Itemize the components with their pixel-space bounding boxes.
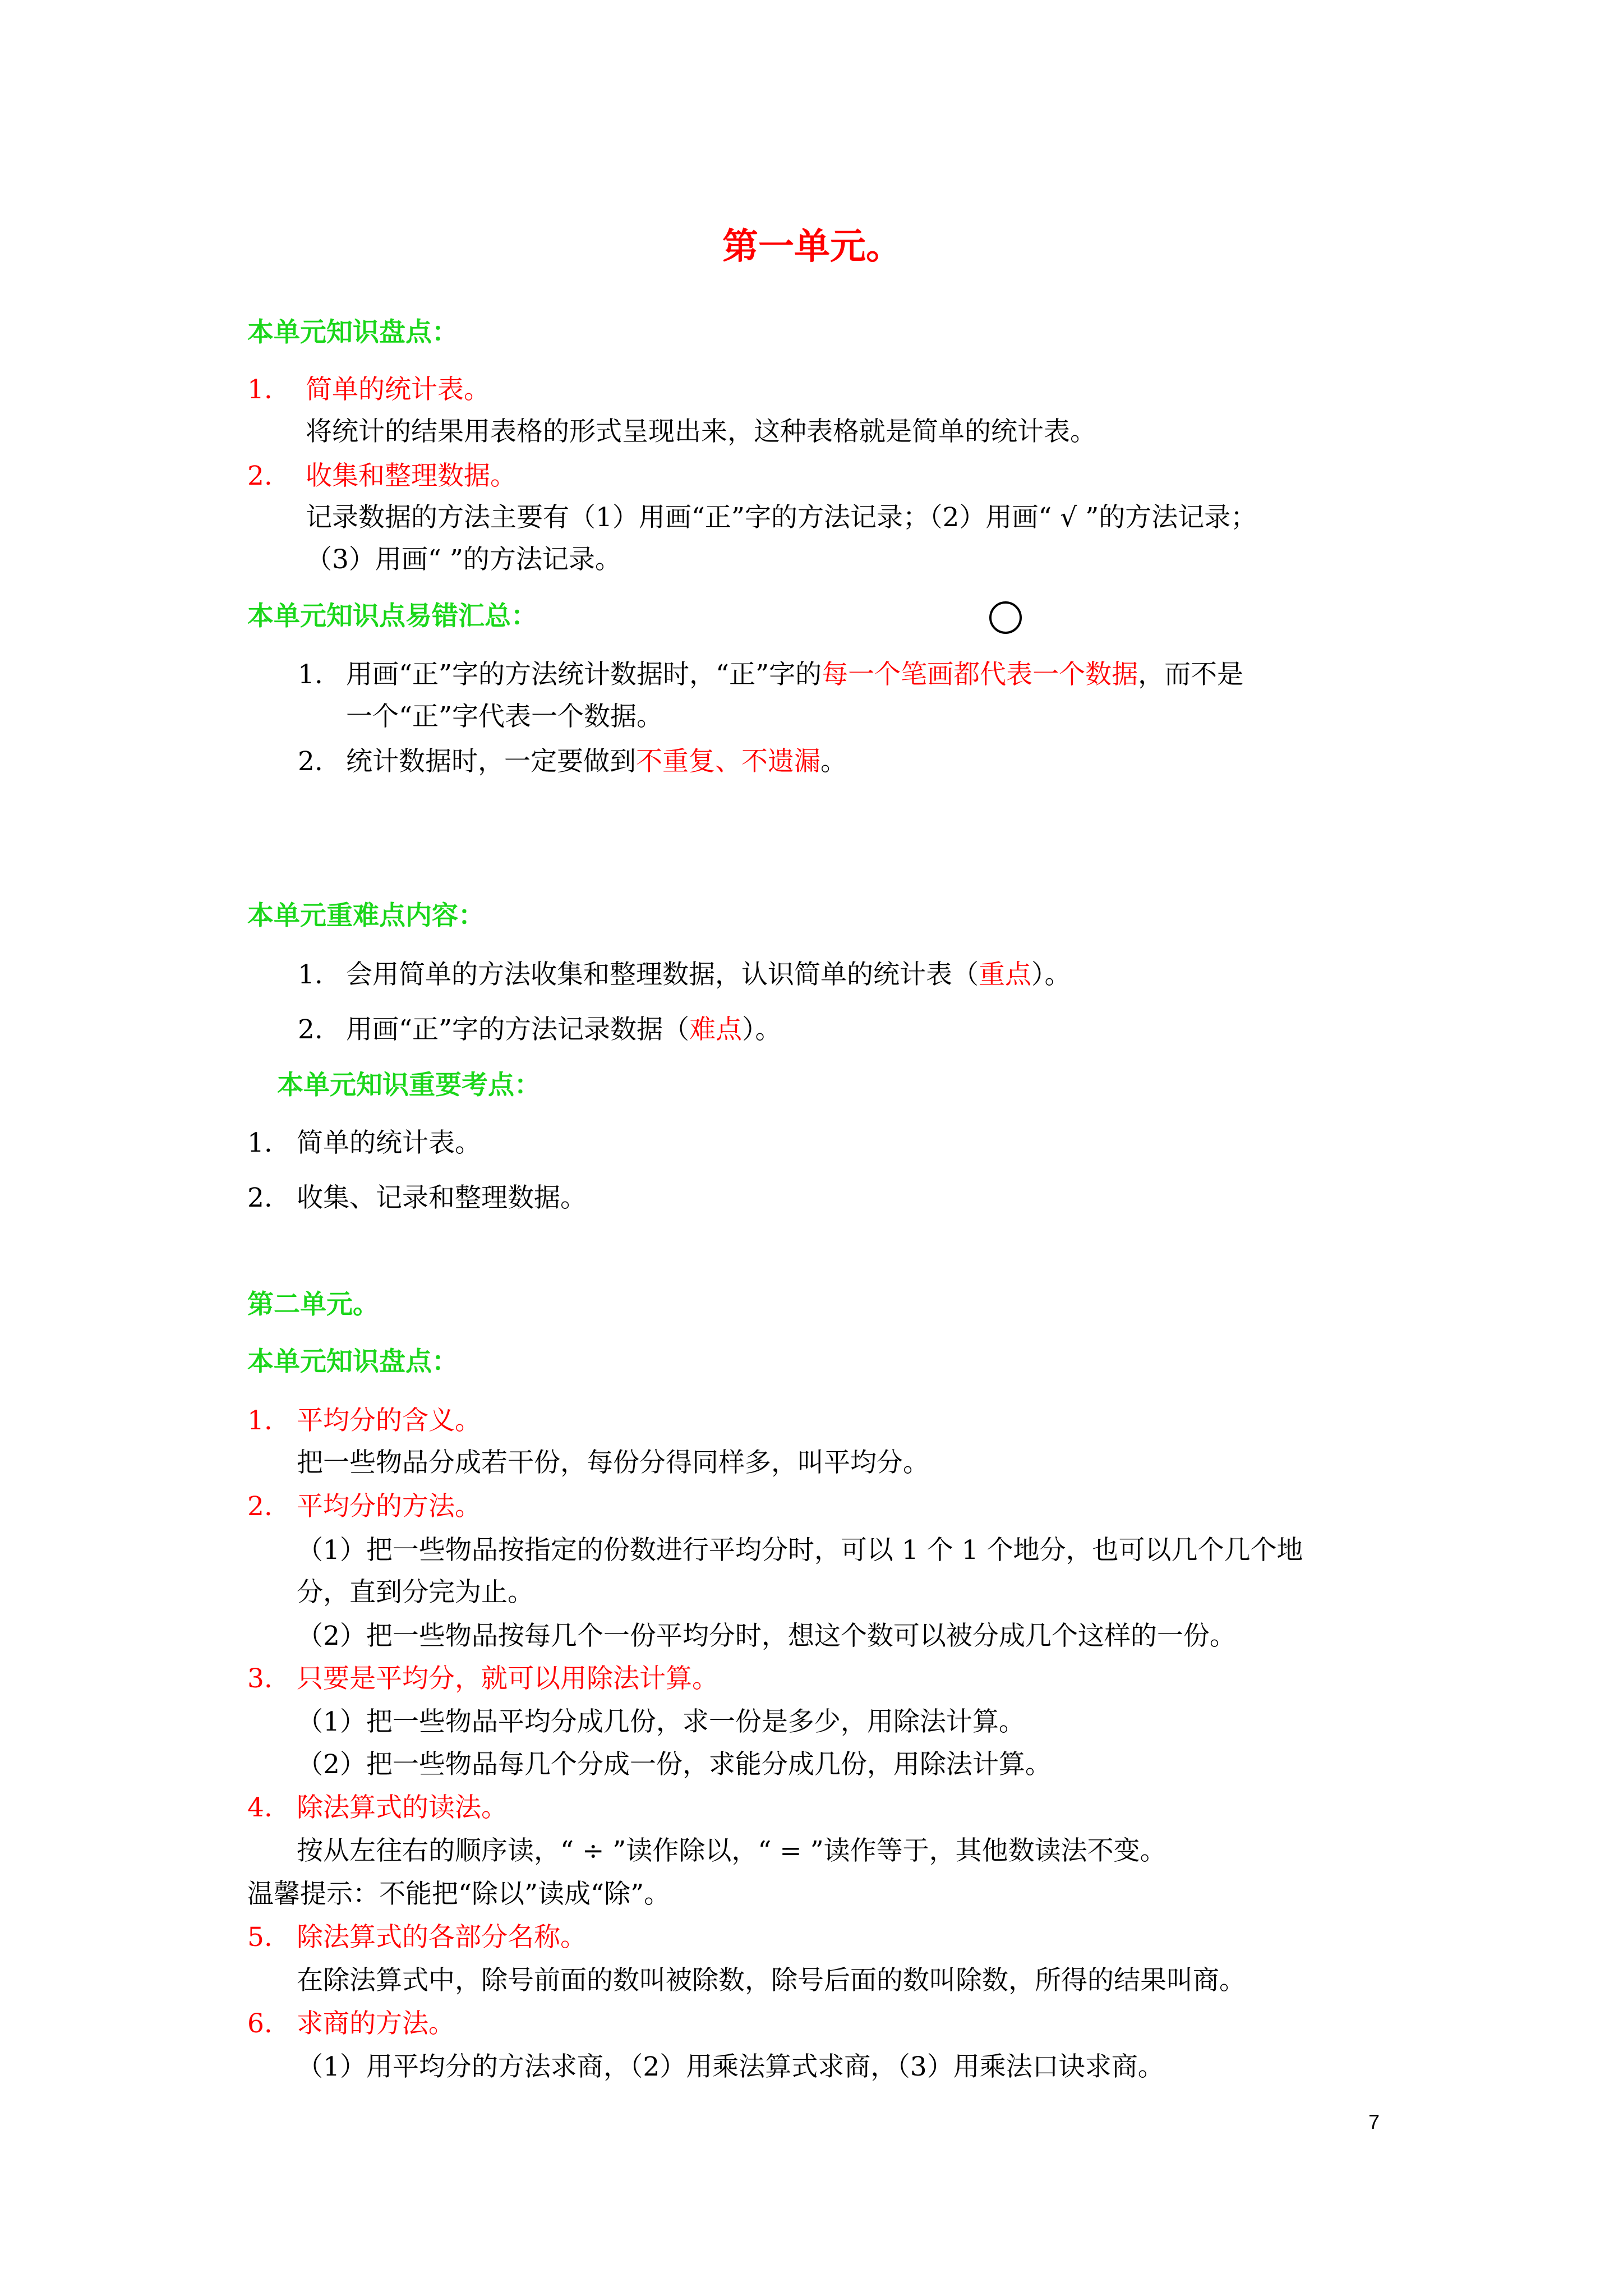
unit2-item-6-body: （1）用平均分的方法求商，（2）用乘法算式求商，（3）用乘法口诀求商。 — [297, 2051, 1164, 2082]
unit2-tip: 温馨提示：不能把“除以”读成“除”。 — [247, 1879, 671, 1910]
unit1-item-1-title — [247, 371, 490, 408]
unit1-inventory-heading: 本单元知识盘点： — [247, 317, 458, 348]
unit2-inventory-heading: 本单元知识盘点： — [247, 1346, 458, 1377]
item-number: 2. — [247, 1491, 273, 1522]
exam-text: 简单的统计表。 — [297, 1128, 481, 1158]
item-label: 平均分的方法。 — [297, 1491, 481, 1522]
key-text-b: ）。 — [742, 1014, 782, 1045]
unit2-item-4-title — [247, 1789, 508, 1826]
item-number: 1. — [298, 959, 323, 990]
item-number: 6. — [247, 2008, 273, 2039]
unit2-item-2-body-line-3: （2）把一些物品按每几个一份平均分时，想这个数可以被分成几个这样的一份。 — [297, 1621, 1236, 1651]
item-number: 5. — [247, 1922, 273, 1953]
error-text-b: 。 — [820, 746, 847, 777]
key-text-b: ）。 — [1031, 959, 1071, 990]
item-label: 除法算式的读法。 — [297, 1792, 508, 1823]
unit1-item-2-body-line-2: （3）用画“ ”的方法记录。 — [306, 544, 621, 575]
item-number: 1. — [298, 659, 323, 690]
item-label: 简单的统计表。 — [306, 374, 490, 405]
key-text-a: 会用简单的方法收集和整理数据，认识简单的统计表（ — [346, 959, 979, 990]
unit1-key-heading: 本单元重难点内容： — [247, 900, 485, 931]
unit1-exam-point-1 — [247, 1125, 481, 1162]
unit2-item-5-title — [247, 1919, 587, 1956]
exam-text: 收集、记录和整理数据。 — [297, 1182, 587, 1213]
item-number: 2. — [247, 461, 273, 491]
item-number: 2. — [298, 746, 323, 777]
unit1-item-1-body: 将统计的结果用表格的形式呈现出来，这种表格就是简单的统计表。 — [306, 416, 1096, 447]
unit1-key-point-2 — [298, 1011, 782, 1048]
unit2-item-5-body: 在除法算式中，除号前面的数叫被除数，除号后面的数叫除数，所得的结果叫商。 — [297, 1965, 1246, 1996]
item-number: 1. — [247, 1405, 273, 1436]
error-text-emphasis: 每一个笔画都代表一个数据 — [822, 659, 1138, 690]
key-text-emphasis: 难点 — [689, 1014, 743, 1045]
unit1-exam-point-2 — [247, 1180, 587, 1217]
item-label: 除法算式的各部分名称。 — [297, 1922, 587, 1953]
unit2-title: 第二单元。 — [247, 1289, 379, 1320]
item-number: 1. — [247, 374, 273, 405]
unit1-error-1 — [298, 656, 1243, 693]
unit1-item-2-body-line-1: 记录数据的方法主要有（1）用画“正”字的方法记录；（2）用画“ √ ”的方法记录； — [306, 502, 1257, 533]
error-text-a: 用画“正”字的方法统计数据时，“正”字的 — [346, 659, 822, 690]
item-number: 4. — [247, 1792, 273, 1823]
unit1-title: 第一单元。 — [722, 226, 902, 268]
unit2-item-2-title — [247, 1488, 481, 1525]
unit2-item-1-body: 把一些物品分成若干份，每份分得同样多，叫平均分。 — [297, 1447, 929, 1478]
key-text-a: 用画“正”字的方法记录数据（ — [346, 1014, 690, 1045]
unit2-item-2-body-line-2: 分，直到分完为止。 — [297, 1577, 534, 1608]
item-label: 平均分的含义。 — [297, 1405, 481, 1436]
unit2-item-6-title — [247, 2005, 455, 2042]
item-number: 2. — [247, 1182, 273, 1213]
unit2-item-4-body: 按从左往右的顺序读，“ ÷ ”读作除以，“ = ”读作等于，其他数读法不变。 — [297, 1835, 1166, 1866]
unit1-key-point-1 — [298, 956, 1071, 993]
item-label: 收集和整理数据。 — [306, 461, 517, 491]
unit2-item-3-title — [247, 1660, 718, 1697]
unit1-item-2-title — [247, 458, 517, 495]
item-number: 1. — [247, 1128, 273, 1158]
page-number: 7 — [1368, 2110, 1380, 2133]
unit1-exam-heading: 本单元知识重要考点： — [277, 1070, 541, 1101]
item-label: 只要是平均分，就可以用除法计算。 — [297, 1663, 718, 1694]
item-label: 求商的方法。 — [297, 2008, 455, 2039]
item-number: 2. — [298, 1014, 323, 1045]
unit2-item-3-body-line-1: （1）把一些物品平均分成几份，求一份是多少，用除法计算。 — [297, 1706, 1025, 1737]
error-text-b: ，而不是 — [1138, 659, 1244, 690]
unit2-item-1-title — [247, 1402, 481, 1439]
unit2-item-3-body-line-2: （2）把一些物品每几个分成一份，求能分成几份，用除法计算。 — [297, 1749, 1052, 1780]
unit1-error-1-continuation: 一个“正”字代表一个数据。 — [346, 701, 663, 732]
error-text-a: 统计数据时，一定要做到 — [346, 746, 636, 777]
error-text-emphasis: 不重复、不遗漏 — [636, 746, 820, 777]
unit1-error-2 — [298, 743, 847, 780]
item-number: 3. — [247, 1663, 273, 1694]
circle-symbol-icon — [989, 601, 1022, 634]
unit1-errors-heading: 本单元知识点易错汇总： — [247, 601, 537, 632]
key-text-emphasis: 重点 — [979, 959, 1031, 990]
unit2-item-2-body-line-1: （1）把一些物品按指定的份数进行平均分时，可以 1 个 1 个地分，也可以几个几个地 — [297, 1535, 1303, 1566]
